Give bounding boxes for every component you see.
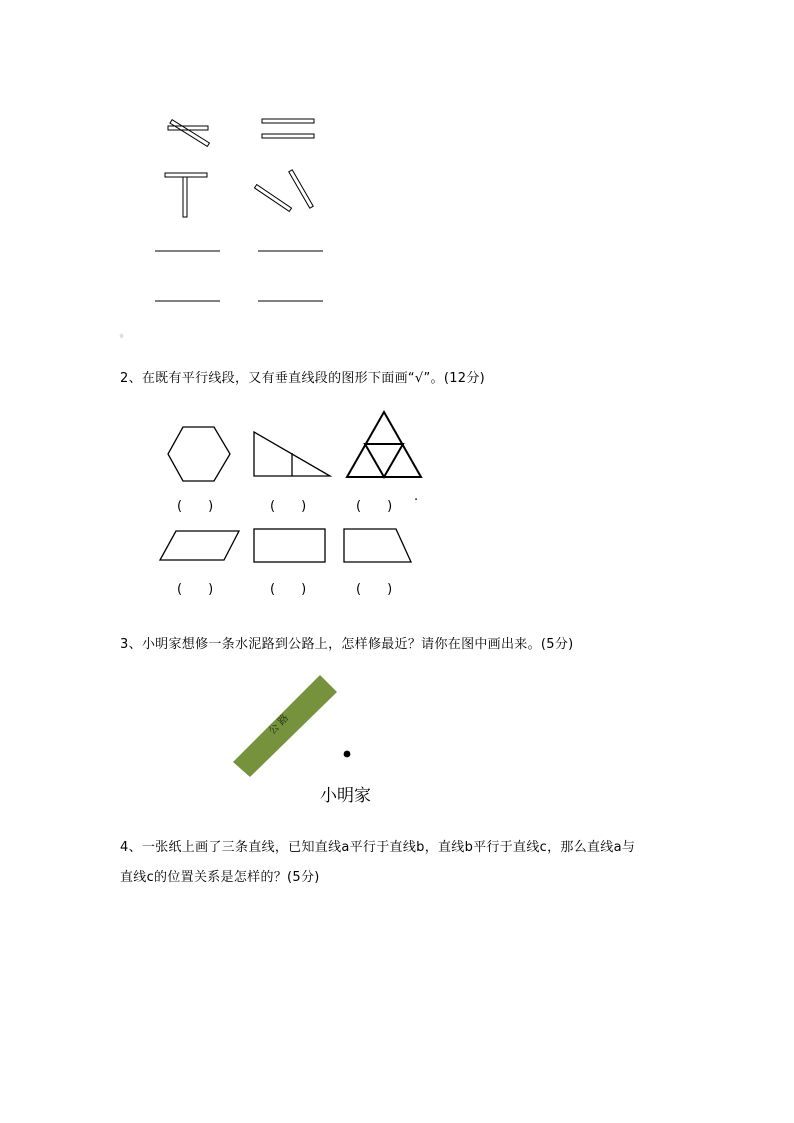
t-shape-sticks [165,173,207,217]
road-diagram [233,675,350,777]
rectangle-shape [254,529,325,562]
right-triangle-shape [254,432,330,476]
answer-paren-subdivided-triangle[interactable]: ( ) [356,499,393,514]
answer-paren-rectangle[interactable]: ( ) [270,582,307,597]
answer-paren-parallelogram[interactable]: ( ) [177,582,214,597]
trapezoid-shape [344,529,411,562]
house-label: 小明家 [320,786,371,806]
hexagon-shape [168,427,230,481]
answer-paren-hexagon[interactable]: ( ) [177,499,214,514]
parallel-sticks [262,119,314,138]
answer-paren-right-triangle[interactable]: ( ) [270,499,307,514]
road-label: 公 路 [266,712,292,738]
crossing-sticks [168,120,209,147]
answer-paren-trapezoid[interactable]: ( ) [356,582,393,597]
question-2-text: 2、在既有平行线段，又有垂直线段的图形下面画“√”。(12分) [120,371,486,386]
stray-dot: · [414,493,419,508]
page-marker: ※ [119,333,125,340]
subdivided-triangle-shape [347,412,421,477]
question-4-line-2: 直线c的位置关系是怎样的？(5分) [120,870,320,885]
question-3-text: 3、小明家想修一条水泥路到公路上，怎样修最近？请你在图中画出来。(5分) [120,637,574,652]
question-4-line-1: 4、一张纸上画了三条直线，已知直线a平行于直线b，直线b平行于直线c，那么直线a与 [120,840,636,855]
house-point[interactable] [344,751,351,758]
slanted-sticks [254,170,313,212]
parallelogram-shape [160,531,239,560]
